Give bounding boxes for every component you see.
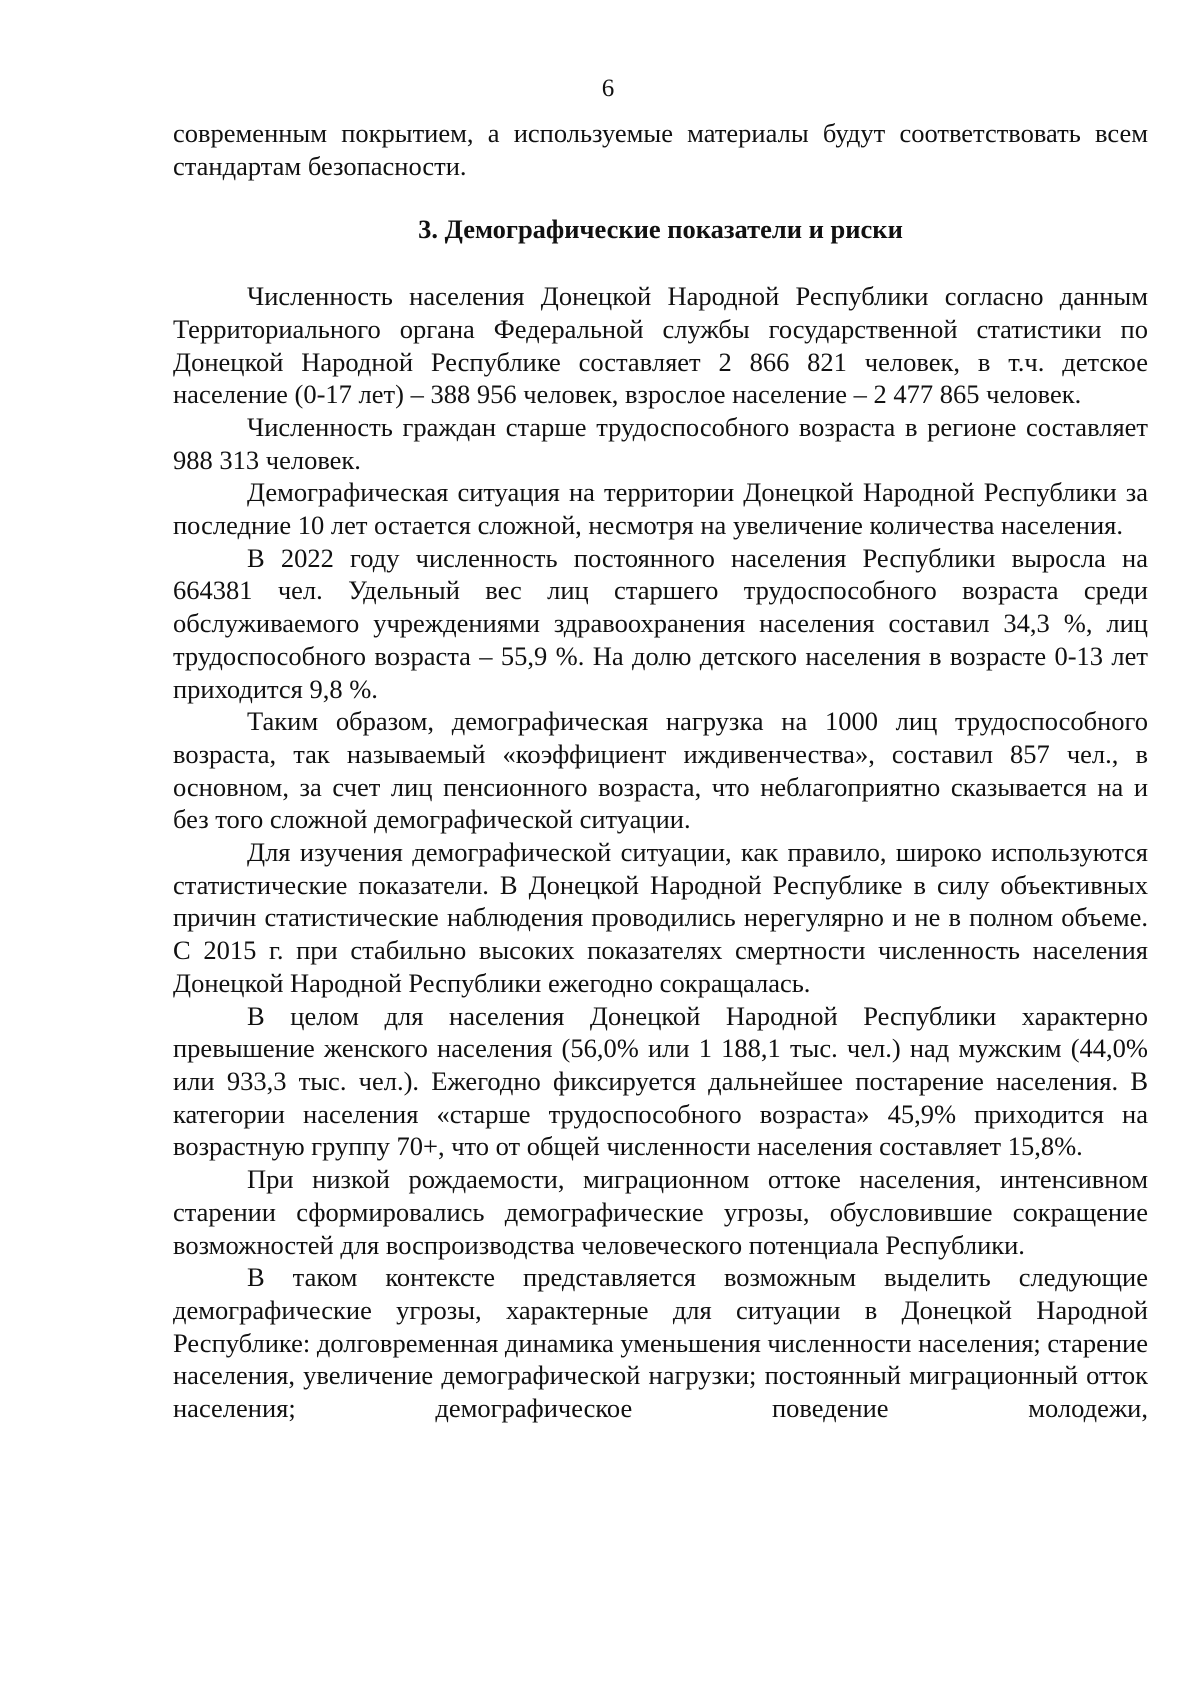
paragraph-2022-growth: В 2022 году численность постоянного населения Республики выросла на 664381 чел. Удельный вес лиц старшего трудоспособного возраста среди обслуживаемого учреждениями здравоохранения населения составил 34,3 %, лиц трудоспособного возраста – 55,9 %. На долю детского населения в возрасте 0-13 лет приходится 9,8 %. <box>173 542 1148 704</box>
paragraph-dependency-ratio: Таким образом, демографическая нагрузка на 1000 лиц трудоспособного возраста, так называемый «коэффициент иждивенчества», составил 857 чел., в основном, за счет лиц пенсионного возраста, что неблагоприятно сказывается на и без того сложной демографической ситуации. <box>173 706 1148 835</box>
paragraph-threats-list: В таком контексте представляется возможным выделить следующие демографические угрозы, характерные для ситуации в Донецкой Народной Республике: долговременная динамика уменьшения численности населения; старение населения, увеличение демографической нагрузки; постоянный миграционный отток населения; демографическое поведение молодежи, <box>173 1262 1148 1424</box>
page-body <box>173 117 1148 1425</box>
paragraph-situation: Демографическая ситуация на территории Донецкой Народной Республики за последние 10 лет остается сложной, несмотря на увеличение количества населения. <box>173 477 1148 541</box>
page-number: 6 <box>601 75 615 102</box>
paragraph-statistics: Для изучения демографической ситуации, как правило, широко используются статистические показатели. В Донецкой Народной Республике в силу объективных причин статистические наблюдения проводились нерегулярно и не в полном объеме. С 2015 г. при стабильно высоких показателях смертности численность населения Донецкой Народной Республики ежегодно сокращалась. <box>173 837 1148 998</box>
paragraph-gender-structure: В целом для населения Донецкой Народной Республики характерно превышение женского населения (56,0% или 1 188,1 тыс. чел.) над мужским (44,0% или 933,3 тыс. чел.). Ежегодно фиксируется дальнейшее постарение населения. В категории населения «старше трудоспособного возраста» 45,9% приходится на возрастную группу 70+, что от общей численности населения составляет 15,8%. <box>173 1000 1148 1162</box>
section-heading: 3. Демографические показатели и риски <box>418 214 903 245</box>
paragraph-elderly-count: Численность граждан старше трудоспособного возраста в регионе составляет 988 313 человек. <box>173 411 1148 475</box>
continuation-paragraph: современным покрытием, а используемые материалы будут соответствовать всем стандартам безопасности. <box>173 118 1148 181</box>
paragraph-threats-formed: При низкой рождаемости, миграционном оттоке населения, интенсивном старении сформировались демографические угрозы, обусловившие сокращение возможностей для воспроизводства человеческого потенциала Республики. <box>173 1164 1148 1260</box>
paragraph-population: Численность населения Донецкой Народной Республики согласно данным Территориального органа Федеральной службы государственной статистики по Донецкой Народной Республике составляет 2 866 821 человек, в т.ч. детское население (0-17 лет) – 388 956 человек, взрослое население – 2 477 865 человек. <box>173 281 1148 410</box>
